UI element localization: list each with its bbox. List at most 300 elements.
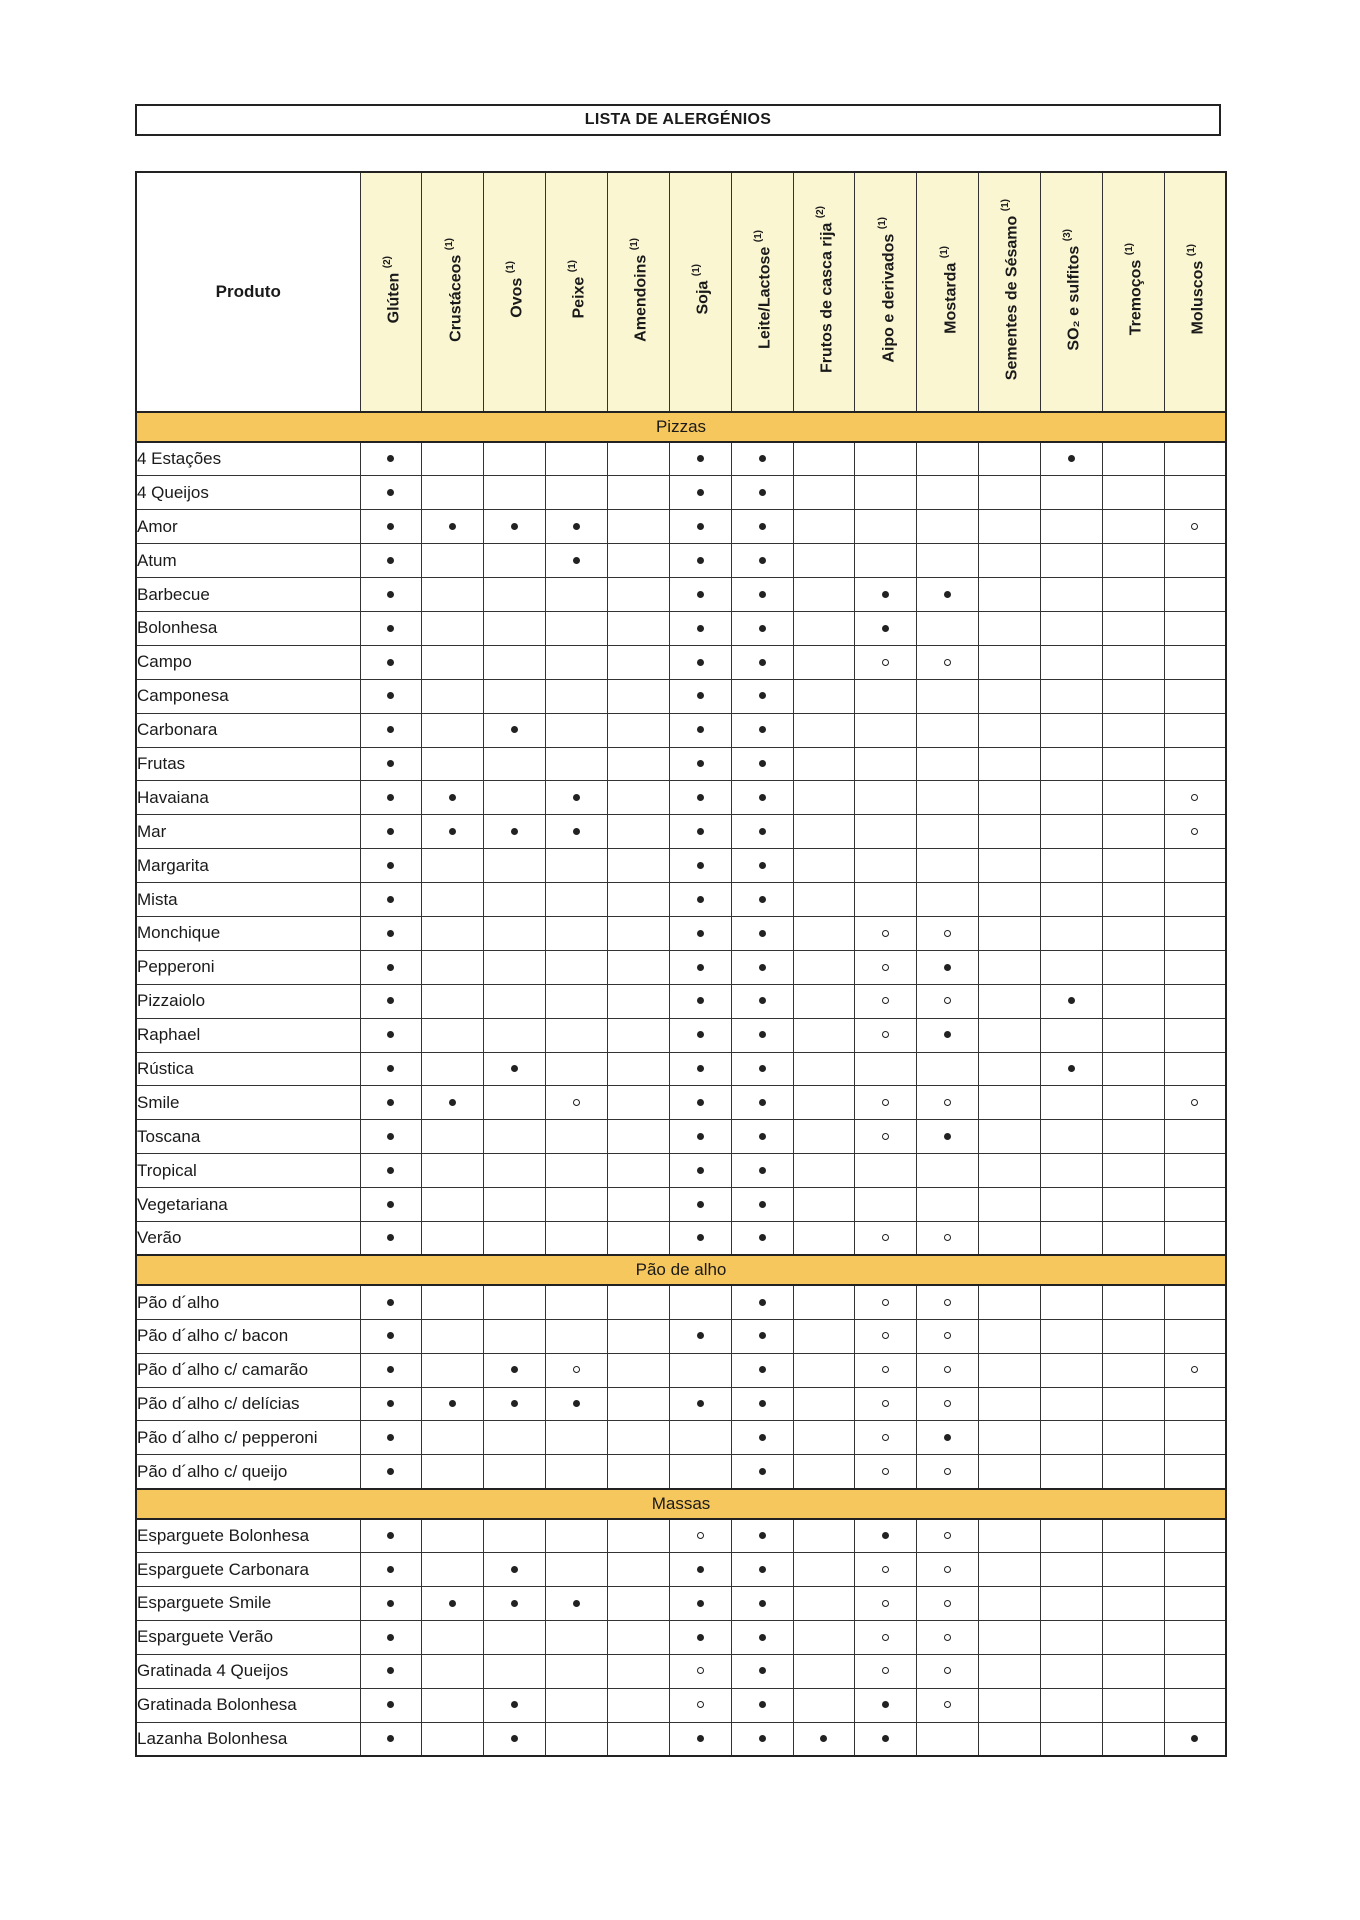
allergen-cell xyxy=(607,1421,669,1455)
allergen-cell xyxy=(1102,1285,1164,1319)
filled-dot-icon xyxy=(1068,455,1075,462)
allergen-name: Aipo e derivados xyxy=(879,233,897,363)
allergen-cell xyxy=(360,544,422,578)
filled-dot-icon xyxy=(697,557,704,564)
product-name: Frutas xyxy=(136,747,360,781)
allergen-cell xyxy=(979,1120,1041,1154)
allergen-cell xyxy=(422,713,484,747)
allergen-cell xyxy=(422,679,484,713)
allergen-cell xyxy=(1164,679,1226,713)
filled-dot-icon xyxy=(944,1031,951,1038)
allergen-cell xyxy=(793,1620,855,1654)
filled-dot-icon xyxy=(759,828,766,835)
allergen-cell xyxy=(607,1620,669,1654)
allergen-cell xyxy=(1102,1221,1164,1255)
filled-dot-icon xyxy=(387,760,394,767)
allergen-cell xyxy=(917,883,979,917)
allergen-cell xyxy=(979,1052,1041,1086)
allergen-cell xyxy=(607,1018,669,1052)
allergen-cell xyxy=(731,1722,793,1756)
allergen-cell xyxy=(422,950,484,984)
allergen-cell xyxy=(360,1086,422,1120)
table-row xyxy=(136,1052,1226,1086)
allergen-column-header xyxy=(607,172,669,412)
allergen-cell xyxy=(1040,1353,1102,1387)
allergen-cell xyxy=(669,1120,731,1154)
allergen-cell xyxy=(607,1387,669,1421)
table-row xyxy=(136,1455,1226,1489)
allergen-cell xyxy=(669,950,731,984)
allergen-cell xyxy=(1040,1553,1102,1587)
allergen-cell xyxy=(731,1018,793,1052)
filled-dot-icon xyxy=(387,1532,394,1539)
allergen-cell xyxy=(1164,1319,1226,1353)
allergen-cell xyxy=(855,883,917,917)
allergen-cell xyxy=(793,544,855,578)
filled-dot-icon xyxy=(387,726,394,733)
filled-dot-icon xyxy=(697,828,704,835)
allergen-cell xyxy=(669,679,731,713)
table-row xyxy=(136,510,1226,544)
allergen-column-header xyxy=(793,172,855,412)
filled-dot-icon xyxy=(697,1201,704,1208)
table-row xyxy=(136,442,1226,476)
allergen-cell xyxy=(979,781,1041,815)
filled-dot-icon xyxy=(697,862,704,869)
filled-dot-icon xyxy=(697,997,704,1004)
filled-dot-icon xyxy=(697,964,704,971)
allergen-cell xyxy=(484,984,546,1018)
allergen-cell xyxy=(422,883,484,917)
filled-dot-icon xyxy=(944,964,951,971)
allergen-cell xyxy=(1102,1688,1164,1722)
filled-dot-icon xyxy=(759,1400,766,1407)
filled-dot-icon xyxy=(387,455,394,462)
allergen-cell xyxy=(917,645,979,679)
allergen-cell xyxy=(979,1519,1041,1553)
filled-dot-icon xyxy=(759,625,766,632)
allergen-cell xyxy=(855,544,917,578)
allergen-cell xyxy=(669,1052,731,1086)
allergen-cell xyxy=(484,679,546,713)
allergen-cell xyxy=(1102,713,1164,747)
product-name: Esparguete Verão xyxy=(136,1620,360,1654)
filled-dot-icon xyxy=(511,828,518,835)
allergen-cell xyxy=(1164,1285,1226,1319)
allergen-cell xyxy=(484,1221,546,1255)
allergen-table xyxy=(135,171,1227,1757)
table-row xyxy=(136,679,1226,713)
allergen-cell xyxy=(917,1018,979,1052)
filled-dot-icon xyxy=(820,1735,827,1742)
hollow-circle-icon xyxy=(944,659,951,666)
allergen-cell xyxy=(855,1188,917,1222)
allergen-cell xyxy=(607,1688,669,1722)
product-name: Pão d´alho c/ camarão xyxy=(136,1353,360,1387)
allergen-note: (1) xyxy=(691,264,703,277)
product-name: Monchique xyxy=(136,916,360,950)
allergen-cell xyxy=(979,645,1041,679)
allergen-cell xyxy=(546,1455,608,1489)
allergen-cell xyxy=(669,1722,731,1756)
hollow-circle-icon xyxy=(882,659,889,666)
allergen-header-text xyxy=(501,261,527,318)
allergen-cell xyxy=(793,984,855,1018)
allergen-cell xyxy=(979,916,1041,950)
allergen-cell xyxy=(360,510,422,544)
allergen-cell xyxy=(731,1620,793,1654)
hollow-circle-icon xyxy=(944,1299,951,1306)
filled-dot-icon xyxy=(387,1065,394,1072)
allergen-cell xyxy=(793,1221,855,1255)
allergen-cell xyxy=(669,1688,731,1722)
allergen-cell xyxy=(917,984,979,1018)
filled-dot-icon xyxy=(759,794,766,801)
table-row xyxy=(136,1353,1226,1387)
allergen-note: (1) xyxy=(629,237,641,250)
allergen-cell xyxy=(793,1018,855,1052)
allergen-cell xyxy=(484,1120,546,1154)
allergen-cell xyxy=(793,1120,855,1154)
allergen-cell xyxy=(484,713,546,747)
allergen-cell xyxy=(360,1722,422,1756)
allergen-cell xyxy=(422,1688,484,1722)
product-name: Pizzaiolo xyxy=(136,984,360,1018)
hollow-circle-icon xyxy=(1191,523,1198,530)
allergen-cell xyxy=(1164,713,1226,747)
allergen-cell xyxy=(546,1421,608,1455)
product-name: Pão d´alho c/ queijo xyxy=(136,1455,360,1489)
filled-dot-icon xyxy=(759,1167,766,1174)
allergen-cell xyxy=(360,1654,422,1688)
allergen-cell xyxy=(917,1353,979,1387)
filled-dot-icon xyxy=(387,1667,394,1674)
allergen-cell xyxy=(979,679,1041,713)
allergen-cell xyxy=(731,611,793,645)
allergen-column-header xyxy=(546,172,608,412)
allergen-cell xyxy=(793,645,855,679)
allergen-cell xyxy=(979,1654,1041,1688)
allergen-cell xyxy=(855,1018,917,1052)
allergen-cell xyxy=(1164,1387,1226,1421)
hollow-circle-icon xyxy=(573,1366,580,1373)
allergen-cell xyxy=(360,442,422,476)
allergen-cell xyxy=(360,1519,422,1553)
filled-dot-icon xyxy=(759,1201,766,1208)
filled-dot-icon xyxy=(387,1566,394,1573)
allergen-cell xyxy=(546,1722,608,1756)
allergen-cell xyxy=(669,510,731,544)
allergen-cell xyxy=(1102,442,1164,476)
allergen-cell xyxy=(546,815,608,849)
allergen-cell xyxy=(669,1421,731,1455)
allergen-cell xyxy=(546,1154,608,1188)
filled-dot-icon xyxy=(449,523,456,530)
table-row xyxy=(136,883,1226,917)
allergen-header-text xyxy=(1120,243,1146,335)
allergen-cell xyxy=(669,1221,731,1255)
filled-dot-icon xyxy=(1068,1065,1075,1072)
allergen-column-header xyxy=(917,172,979,412)
filled-dot-icon xyxy=(511,1701,518,1708)
table-row xyxy=(136,815,1226,849)
allergen-cell xyxy=(607,1285,669,1319)
product-name: Camponesa xyxy=(136,679,360,713)
allergen-cell xyxy=(607,679,669,713)
allergen-cell xyxy=(731,883,793,917)
filled-dot-icon xyxy=(511,1366,518,1373)
allergen-cell xyxy=(855,1519,917,1553)
allergen-cell xyxy=(360,476,422,510)
allergen-cell xyxy=(793,1421,855,1455)
filled-dot-icon xyxy=(449,1400,456,1407)
allergen-cell xyxy=(484,883,546,917)
allergen-cell xyxy=(484,1455,546,1489)
allergen-cell xyxy=(422,1455,484,1489)
filled-dot-icon xyxy=(449,828,456,835)
filled-dot-icon xyxy=(387,1701,394,1708)
filled-dot-icon xyxy=(387,1735,394,1742)
allergen-cell xyxy=(360,916,422,950)
hollow-circle-icon xyxy=(944,1600,951,1607)
filled-dot-icon xyxy=(697,1099,704,1106)
product-name: Tropical xyxy=(136,1154,360,1188)
allergen-cell xyxy=(484,916,546,950)
filled-dot-icon xyxy=(387,489,394,496)
allergen-cell xyxy=(484,544,546,578)
product-name: Gratinada Bolonhesa xyxy=(136,1688,360,1722)
allergen-column-header xyxy=(1040,172,1102,412)
allergen-cell xyxy=(546,781,608,815)
allergen-cell xyxy=(855,1387,917,1421)
filled-dot-icon xyxy=(697,523,704,530)
filled-dot-icon xyxy=(759,1701,766,1708)
hollow-circle-icon xyxy=(882,1099,889,1106)
allergen-cell xyxy=(1040,1421,1102,1455)
allergen-cell xyxy=(484,950,546,984)
allergen-cell xyxy=(484,1722,546,1756)
product-name: Atum xyxy=(136,544,360,578)
allergen-cell xyxy=(917,442,979,476)
allergen-cell xyxy=(669,1455,731,1489)
allergen-cell xyxy=(917,1620,979,1654)
filled-dot-icon xyxy=(387,1634,394,1641)
product-name: Raphael xyxy=(136,1018,360,1052)
allergen-cell xyxy=(917,1654,979,1688)
allergen-name: Soja xyxy=(694,280,712,315)
allergen-cell xyxy=(917,950,979,984)
allergen-cell xyxy=(855,1052,917,1086)
allergen-cell xyxy=(422,645,484,679)
hollow-circle-icon xyxy=(882,997,889,1004)
allergen-cell xyxy=(484,1188,546,1222)
allergen-header-text xyxy=(996,199,1022,380)
allergen-cell xyxy=(607,510,669,544)
allergen-cell xyxy=(855,1285,917,1319)
allergen-cell xyxy=(607,883,669,917)
hollow-circle-icon xyxy=(944,1234,951,1241)
product-name: Esparguete Carbonara xyxy=(136,1553,360,1587)
allergen-cell xyxy=(979,713,1041,747)
allergen-cell xyxy=(1040,713,1102,747)
allergen-cell xyxy=(1102,1052,1164,1086)
allergen-cell xyxy=(607,544,669,578)
filled-dot-icon xyxy=(387,1133,394,1140)
allergen-cell xyxy=(979,1455,1041,1489)
allergen-cell xyxy=(855,1120,917,1154)
allergen-cell xyxy=(855,645,917,679)
allergen-cell xyxy=(669,1387,731,1421)
allergen-cell xyxy=(731,1654,793,1688)
allergen-note: (1) xyxy=(505,261,517,274)
filled-dot-icon xyxy=(449,1600,456,1607)
allergen-cell xyxy=(979,1553,1041,1587)
allergen-cell xyxy=(546,1285,608,1319)
allergen-column-header xyxy=(1164,172,1226,412)
allergen-cell xyxy=(360,1018,422,1052)
allergen-cell xyxy=(731,781,793,815)
allergen-column-header xyxy=(669,172,731,412)
allergen-cell xyxy=(731,510,793,544)
allergen-cell xyxy=(793,442,855,476)
filled-dot-icon xyxy=(697,760,704,767)
allergen-cell xyxy=(1164,442,1226,476)
allergen-cell xyxy=(669,713,731,747)
allergen-cell xyxy=(422,815,484,849)
table-row xyxy=(136,645,1226,679)
filled-dot-icon xyxy=(759,1532,766,1539)
allergen-cell xyxy=(1102,1654,1164,1688)
filled-dot-icon xyxy=(759,659,766,666)
product-name: Smile xyxy=(136,1086,360,1120)
allergen-cell xyxy=(855,1421,917,1455)
filled-dot-icon xyxy=(759,1031,766,1038)
allergen-cell xyxy=(360,1221,422,1255)
filled-dot-icon xyxy=(387,692,394,699)
allergen-cell xyxy=(917,1722,979,1756)
allergen-cell xyxy=(546,611,608,645)
filled-dot-icon xyxy=(759,726,766,733)
allergen-cell xyxy=(855,950,917,984)
allergen-cell xyxy=(546,950,608,984)
allergen-cell xyxy=(484,1587,546,1621)
allergen-cell xyxy=(546,1387,608,1421)
allergen-cell xyxy=(731,1154,793,1188)
filled-dot-icon xyxy=(697,692,704,699)
hollow-circle-icon xyxy=(1191,794,1198,801)
allergen-cell xyxy=(422,1519,484,1553)
allergen-cell xyxy=(360,950,422,984)
allergen-header-text xyxy=(1058,229,1084,351)
allergen-cell xyxy=(422,849,484,883)
allergen-cell xyxy=(484,510,546,544)
allergen-cell xyxy=(979,476,1041,510)
header-row xyxy=(136,172,1226,412)
allergen-cell xyxy=(979,578,1041,612)
allergen-cell xyxy=(793,1587,855,1621)
filled-dot-icon xyxy=(697,1234,704,1241)
product-name: Verão xyxy=(136,1221,360,1255)
allergen-cell xyxy=(1102,1018,1164,1052)
allergen-cell xyxy=(669,442,731,476)
allergen-cell xyxy=(855,1587,917,1621)
allergen-cell xyxy=(360,713,422,747)
product-name: Bolonhesa xyxy=(136,611,360,645)
table-row xyxy=(136,1587,1226,1621)
allergen-note: (1) xyxy=(567,260,579,273)
filled-dot-icon xyxy=(387,794,394,801)
allergen-cell xyxy=(731,916,793,950)
filled-dot-icon xyxy=(573,828,580,835)
filled-dot-icon xyxy=(573,794,580,801)
allergen-name: Leite/Lactose xyxy=(756,246,774,349)
allergen-header-text xyxy=(625,238,651,342)
allergen-column-header xyxy=(855,172,917,412)
filled-dot-icon xyxy=(387,930,394,937)
allergen-cell xyxy=(917,781,979,815)
filled-dot-icon xyxy=(944,1133,951,1140)
filled-dot-icon xyxy=(759,489,766,496)
allergen-cell xyxy=(979,1688,1041,1722)
allergen-cell xyxy=(979,747,1041,781)
allergen-cell xyxy=(607,578,669,612)
hollow-circle-icon xyxy=(944,1099,951,1106)
allergen-cell xyxy=(360,1421,422,1455)
allergen-cell xyxy=(917,611,979,645)
filled-dot-icon xyxy=(697,930,704,937)
allergen-name: Crustáceos xyxy=(446,254,464,342)
filled-dot-icon xyxy=(882,1532,889,1539)
allergen-cell xyxy=(855,1722,917,1756)
allergen-cell xyxy=(793,1086,855,1120)
allergen-cell xyxy=(1040,1018,1102,1052)
allergen-cell xyxy=(1102,1421,1164,1455)
allergen-cell xyxy=(669,815,731,849)
allergen-cell xyxy=(731,1353,793,1387)
filled-dot-icon xyxy=(759,1299,766,1306)
allergen-note: (1) xyxy=(1124,243,1136,256)
allergen-cell xyxy=(546,984,608,1018)
allergen-cell xyxy=(607,1086,669,1120)
allergen-cell xyxy=(1040,916,1102,950)
filled-dot-icon xyxy=(759,964,766,971)
filled-dot-icon xyxy=(759,1099,766,1106)
allergen-cell xyxy=(607,1553,669,1587)
allergen-cell xyxy=(793,1052,855,1086)
allergen-cell xyxy=(484,1154,546,1188)
allergen-cell xyxy=(855,611,917,645)
product-name: Pepperoni xyxy=(136,950,360,984)
product-name: Gratinada 4 Queijos xyxy=(136,1654,360,1688)
allergen-cell xyxy=(979,815,1041,849)
filled-dot-icon xyxy=(511,1600,518,1607)
allergen-cell xyxy=(669,1319,731,1353)
allergen-cell xyxy=(484,1688,546,1722)
allergen-cell xyxy=(669,747,731,781)
allergen-cell xyxy=(546,1120,608,1154)
allergen-cell xyxy=(1164,1188,1226,1222)
allergen-cell xyxy=(669,1018,731,1052)
allergen-cell xyxy=(669,1654,731,1688)
allergen-name: Peixe xyxy=(570,276,588,319)
allergen-cell xyxy=(855,815,917,849)
allergen-cell xyxy=(1040,1455,1102,1489)
allergen-cell xyxy=(1040,950,1102,984)
allergen-cell xyxy=(546,1620,608,1654)
allergen-cell xyxy=(484,611,546,645)
table-row xyxy=(136,747,1226,781)
allergen-cell xyxy=(422,1387,484,1421)
